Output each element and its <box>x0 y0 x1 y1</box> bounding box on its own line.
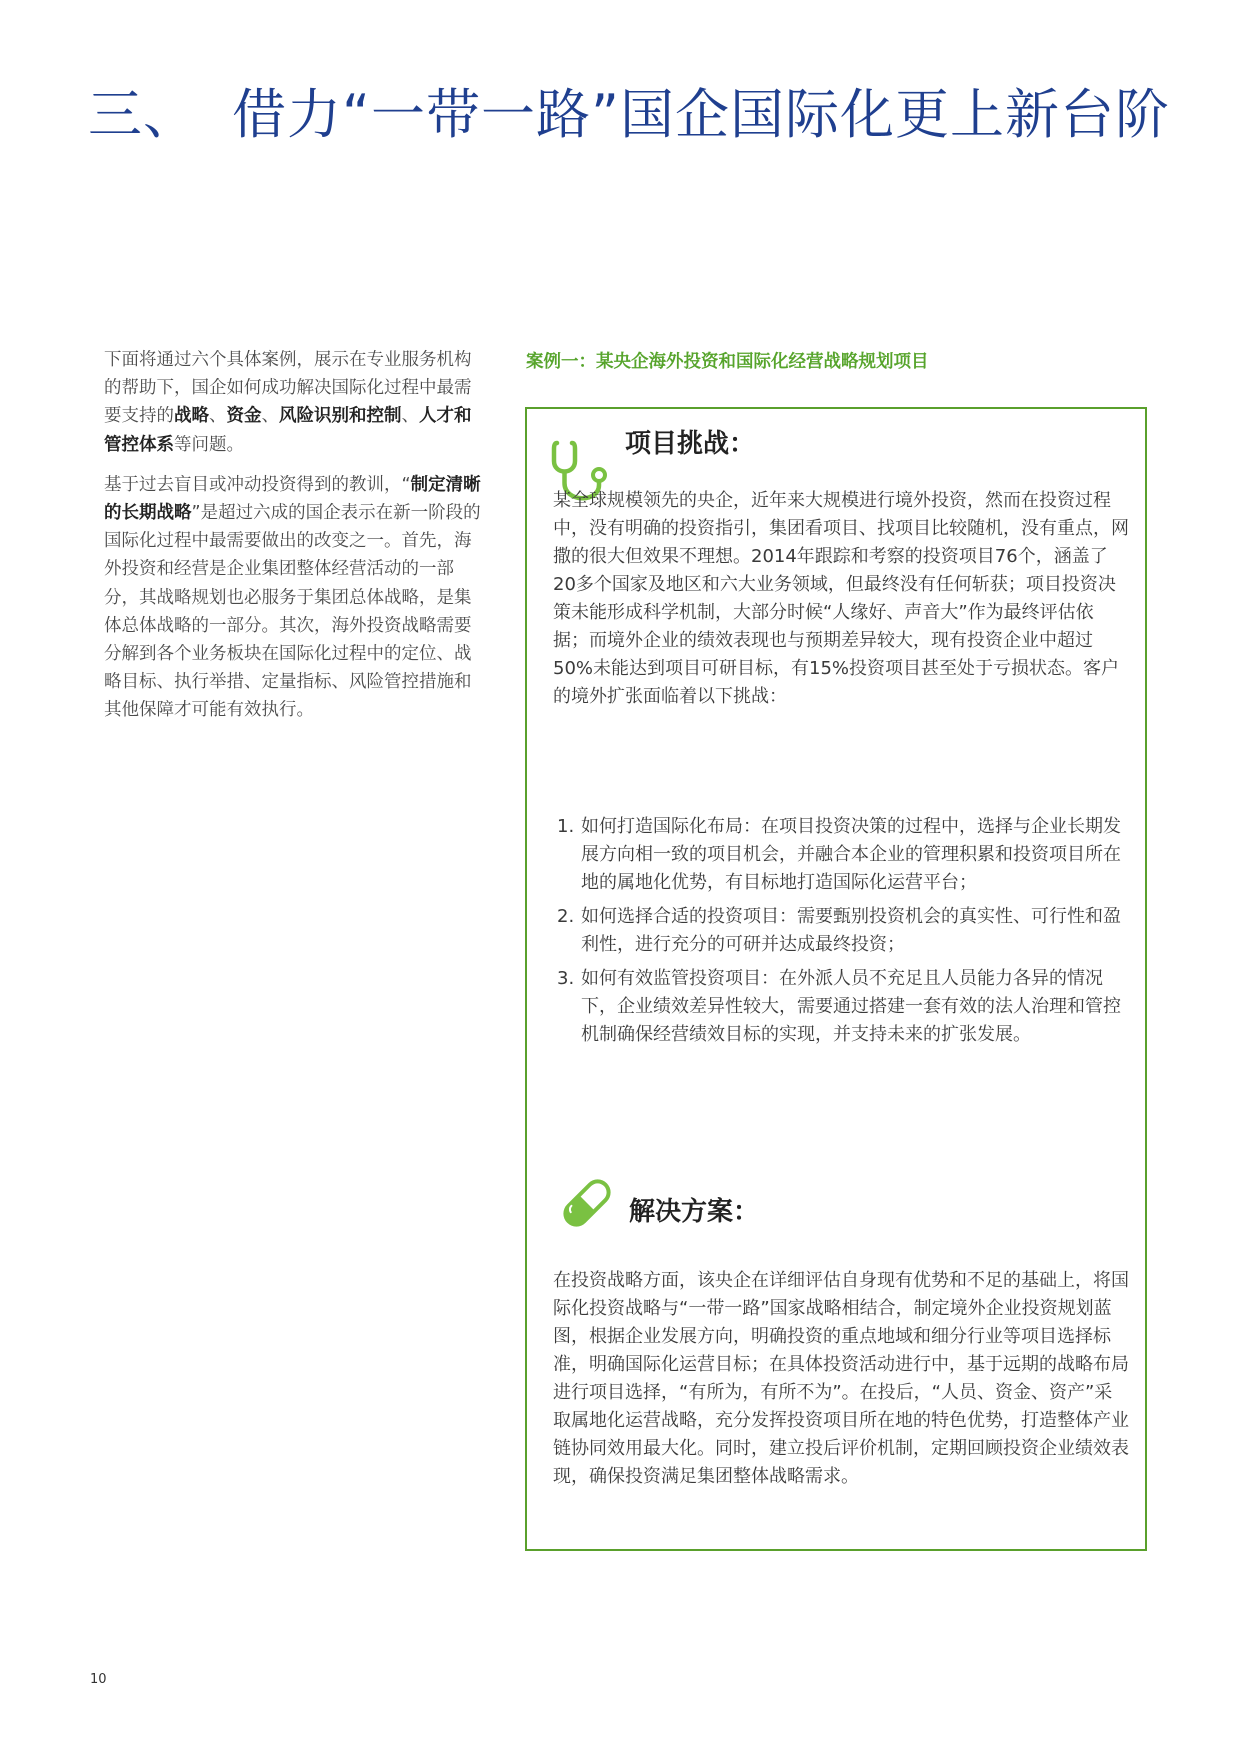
intro-column <box>104 346 484 737</box>
list-item-number: 3. <box>557 968 575 989</box>
intro-paragraph-1 <box>104 346 484 459</box>
challenge-body: 某全球规模领先的央企，近年来大规模进行境外投资，然而在投资过程中，没有明确的投资指引，集团看项目、找项目比较随机，没有重点，网撒的很大但效果不理想。2014年跟踪和考察的投资项目76个，涵盖了20多个国家及地区和六大业务领域，但最终没有任何斩获；项目投资决策未能形成科学机制，大部分时候“人缘好、声音大”作为最终评估依据；而境外企业的绩效表现也与预期差异较大，现有投资企业中超过50%未能达到项目可研目标，有15%投资项目甚至处于亏损状态。客户的境外扩张面临着以下挑战： <box>553 490 1129 707</box>
challenge-heading: 项目挑战： <box>625 429 756 459</box>
intro-separator: 、 <box>401 406 419 427</box>
page-heading <box>88 72 1170 149</box>
intro-text: 下面将通过六个具体案例，展示在专业服务机构的帮助下，国企如何成功解决国际化过程中最需要支持的 <box>104 350 472 427</box>
intro-separator: 、 <box>261 406 279 427</box>
intro-bold-strategy: 战略 <box>174 406 209 427</box>
list-item <box>553 813 1129 897</box>
intro-bold-risk: 风险识别和控制 <box>279 406 402 427</box>
challenge-list <box>553 813 1129 1055</box>
intro-text: 基于过去盲目或冲动投资得到的教训，“ <box>104 474 411 495</box>
solution-body: 在投资战略方面，该央企在详细评估自身现有优势和不足的基础上，将国际化投资战略与“一带一路”国家战略相结合，制定境外企业投资规划蓝图，根据企业发展方向，明确投资的重点地域和细分行业等项目选择标准，明确国际化运营目标；在具体投资活动进行中，基于远期的战略布局进行项目选择，“有所为，有所不为”。在投后，“人员、资金、资产”采取属地化运营战略，充分发挥投资项目所在地的特色优势，打造整体产业链协同效用最大化。同时，建立投后评价机制，定期回顾投资企业绩效表现，确保投资满足集团整体战略需求。 <box>553 1270 1129 1487</box>
case-box <box>525 407 1147 1551</box>
heading-number: 三、 <box>88 83 198 146</box>
intro-bold-long-term-strategy: 制定清晰的长期战略 <box>104 474 481 524</box>
list-item <box>553 965 1129 1049</box>
list-item-text: 如何选择合适的投资项目：需要甄别投资机会的真实性、可行性和盈利性，进行充分的可研并达成最终投资； <box>581 906 1121 955</box>
intro-text: ”是超过六成的国企表示在新一阶段的国际化过程中最需要做出的改变之一。首先，海外投资和经营是企业集团整体经营活动的一部分，其战略规划也必服务于集团总体战略，是集体总体战略的一部分。其次，海外投资战略需要分解到各个业务板块在国际化过程中的定位、战略目标、执行举措、定量指标、风险管控措施和其他保障才可能有效执行。 <box>104 503 481 721</box>
page-number: 10 <box>90 1672 107 1687</box>
intro-paragraph-2 <box>104 471 484 725</box>
list-item-number: 2. <box>557 906 575 927</box>
heading-title: 借力“一带一路”国企国际化更上新台阶 <box>232 83 1170 146</box>
capsule-icon <box>555 1171 619 1239</box>
solution-heading: 解决方案： <box>629 1197 760 1227</box>
intro-bold-funds: 资金 <box>226 406 262 427</box>
list-item <box>553 903 1129 959</box>
case-title: 案例一：某央企海外投资和国际化经营战略规划项目 <box>526 352 929 372</box>
intro-bold-talent: 人才和管控体系 <box>104 406 472 455</box>
intro-text: 等问题。 <box>174 434 244 455</box>
intro-separator: 、 <box>209 406 227 427</box>
list-item-text: 如何打造国际化布局：在项目投资决策的过程中，选择与企业长期发展方向相一致的项目机会，并融合本企业的管理积累和投资项目所在地的属地化优势，有目标地打造国际化运营平台； <box>581 816 1121 893</box>
list-item-text: 如何有效监管投资项目：在外派人员不充足且人员能力各异的情况下，企业绩效差异性较大，需要通过搭建一套有效的法人治理和管控机制确保经营绩效目标的实现，并支持未来的扩张发展。 <box>581 968 1121 1045</box>
list-item-number: 1. <box>557 816 575 837</box>
